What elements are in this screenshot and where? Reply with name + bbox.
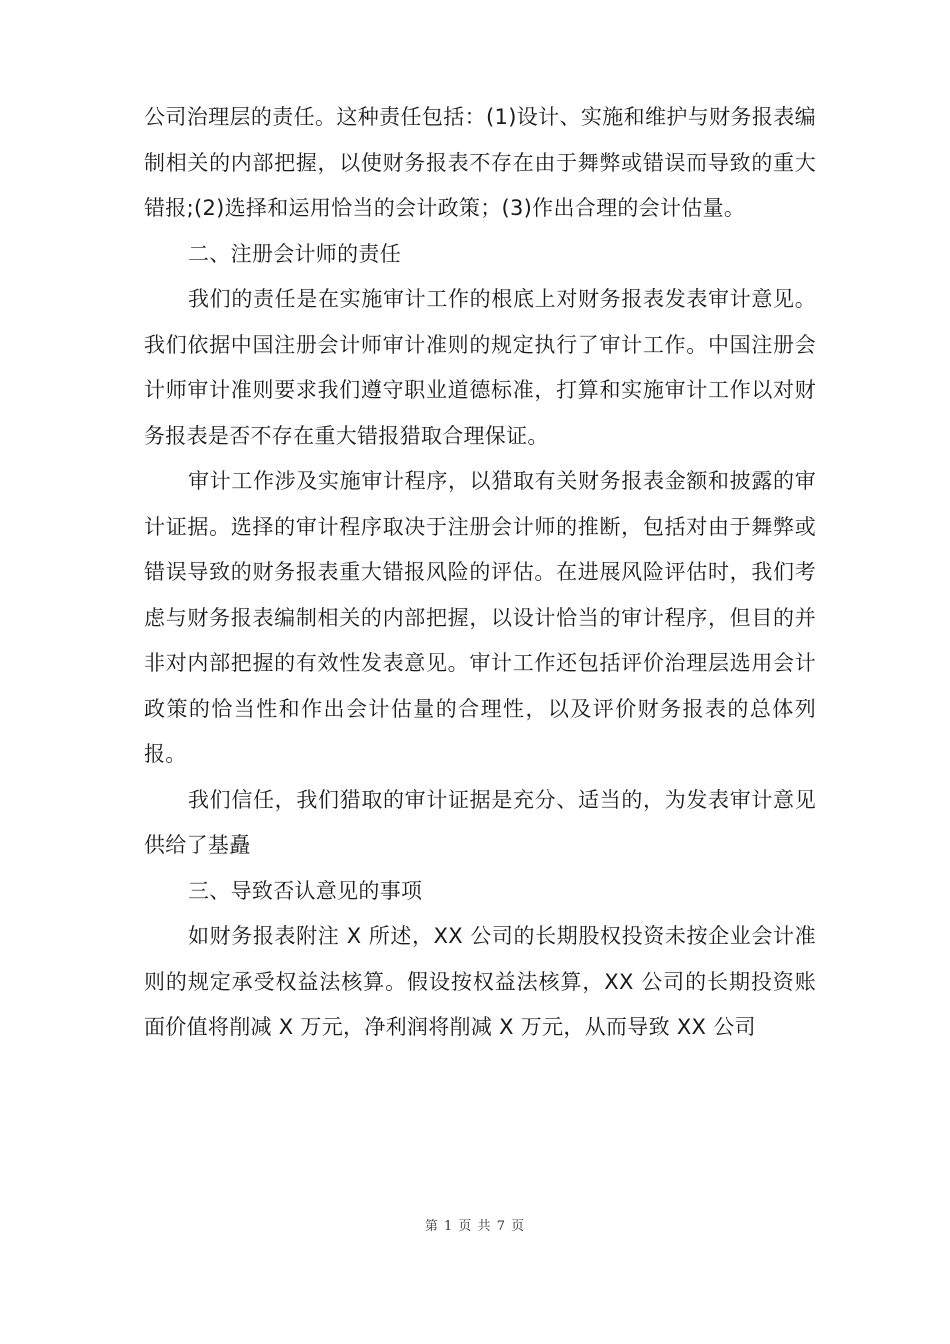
- page-number-footer: 第 1 页 共 7 页: [424, 1219, 526, 1234]
- section-heading-auditor-responsibility: 二、注册会计师的责任: [188, 241, 401, 266]
- paragraph-company-responsibility: 公司治理层的责任。这种责任包括：(1)设计、实施和维护与财务报表编制相关的内部把握，以使财务报表不存在由于舞弊或错误而导致的重大错报;(2)选择和运用恰当的会计政策；(3)作出合理的会计估量。: [144, 105, 816, 220]
- paragraph-auditor-responsibility: 我们的责任是在实施审计工作的根底上对财务报表发表审计意见。我们依据中国注册会计师审计准则的规定执行了审计工作。中国注册会计师审计准则要求我们遵守职业道德标准，打算和实施审计工作以对财务报表是否不存在重大错报猎取合理保证。: [144, 287, 816, 448]
- paragraph-audit-evidence: 我们信任，我们猎取的审计证据是充分、适当的，为发表审计意见供给了基矗: [144, 787, 816, 857]
- paragraph-audit-procedures: 审计工作涉及实施审计程序，以猎取有关财务报表金额和披露的审计证据。选择的审计程序取决于注册会计师的推断，包括对由于舞弊或错误导致的财务报表重大错报风险的评估。在进展风险评估时，我们考虑与财务报表编制相关的内部把握，以设计恰当的审计程序，但目的并非对内部把握的有效性发表意见。审计工作还包括评价治理层选用会计政策的恰当性和作出会计估量的合理性，以及评价财务报表的总体列报。: [144, 469, 816, 766]
- section-heading-adverse-opinion-basis: 三、导致否认意见的事项: [188, 878, 423, 903]
- document-body: [144, 95, 816, 1051]
- paragraph-adverse-opinion-matter: 如财务报表附注 X 所述，XX 公司的长期股权投资未按企业会计准则的规定承受权益法核算。假设按权益法核算，XX 公司的长期投资账面价值将削减 X 万元，净利润将削减 X 万元，从而导致 XX 公司: [144, 924, 816, 1039]
